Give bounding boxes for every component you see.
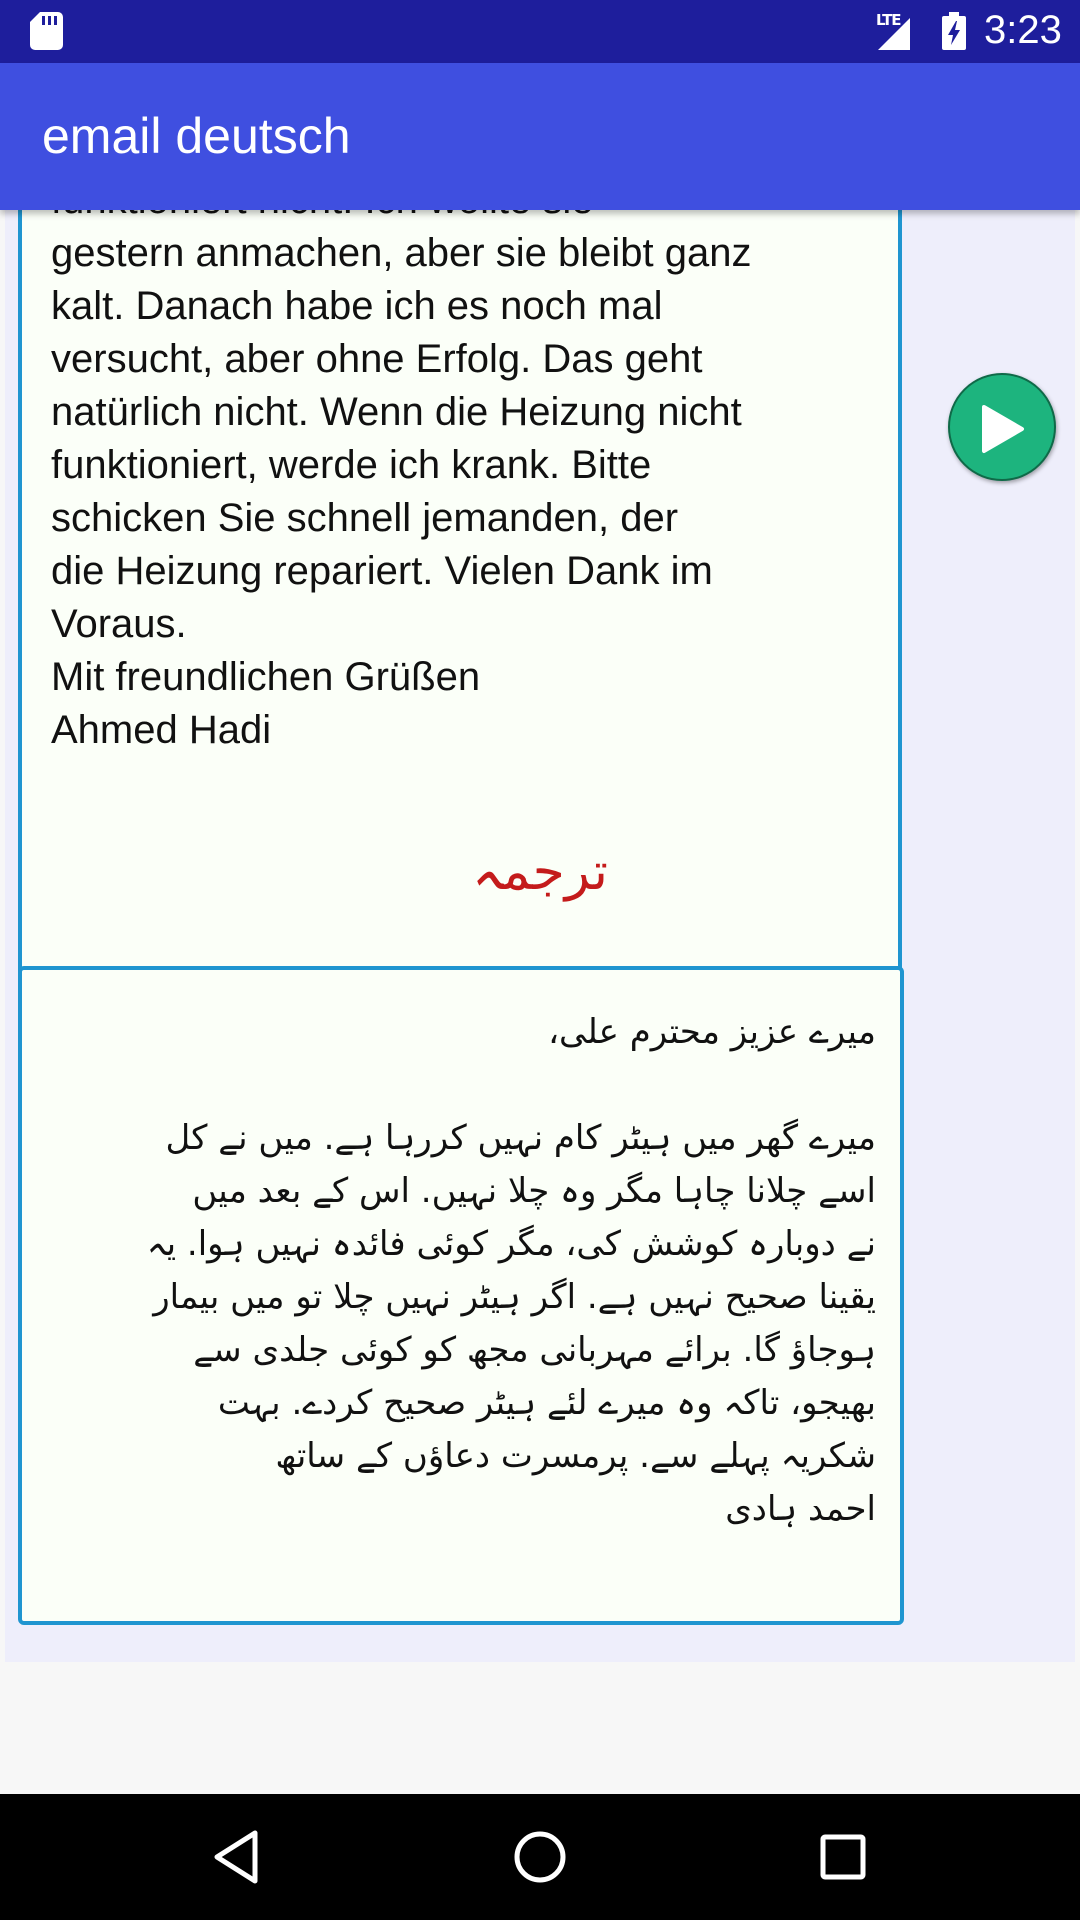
home-circle-icon[interactable] [510,1827,570,1887]
signal-icon [876,14,910,50]
app-bar [0,63,1080,210]
german-letter-text: gestern anmachen, aber sie bleibt ganz kalt. Danach habe ich es noch mal versucht, aber ohne Erfolg. Das geht natürlich nicht. Wenn die Heizung nicht funktioniert, werde ich krank. Bitte schicken Sie schnell jemanden, der die Heizung repariert. Vielen Dank im Voraus. Mit freundlichen Grüßen Ahmed Hadi [51,231,752,752]
play-icon [978,403,1026,455]
urdu-translation-text: میرے عزیز محترم علی، میرے گھر میں ہیٹر کام نہیں کررہا ہے. میں نے کل اسے چلانا چاہا مگر وہ چلا نہیں. اس کے بعد میں نے دوبارہ کوشش کی، مگر کوئی فائدہ نہیں ہوا. یہ یقینا صحیح نہیں ہے. اگر ہیٹر نہیں چلا تو میں بیمار ہوجاؤ گا. برائے مہربانی مجھ کو کوئی جلدی سے بھیجو، تاکہ وہ میرے لئے ہیٹر صحیح کردے. بہت شکریہ پہلے سے. پرمسرت دعاؤں کے ساتھ احمد ہادی [146,1012,876,1529]
sd-card-icon [30,12,63,50]
urdu-translation-card [18,966,904,1625]
back-triangle-icon[interactable] [209,1827,269,1887]
content-area[interactable] [5,210,1075,1662]
navigation-bar [0,1794,1080,1920]
app-title: email deutsch [42,108,351,164]
recents-square-icon[interactable] [813,1827,873,1887]
status-bar [0,0,1080,63]
status-clock: 3:23 [984,8,1062,52]
play-audio-button[interactable] [948,373,1056,481]
translation-heading: ترجمہ [472,842,608,902]
network-type-label: LTE [876,11,901,29]
battery-charging-icon [942,12,966,50]
